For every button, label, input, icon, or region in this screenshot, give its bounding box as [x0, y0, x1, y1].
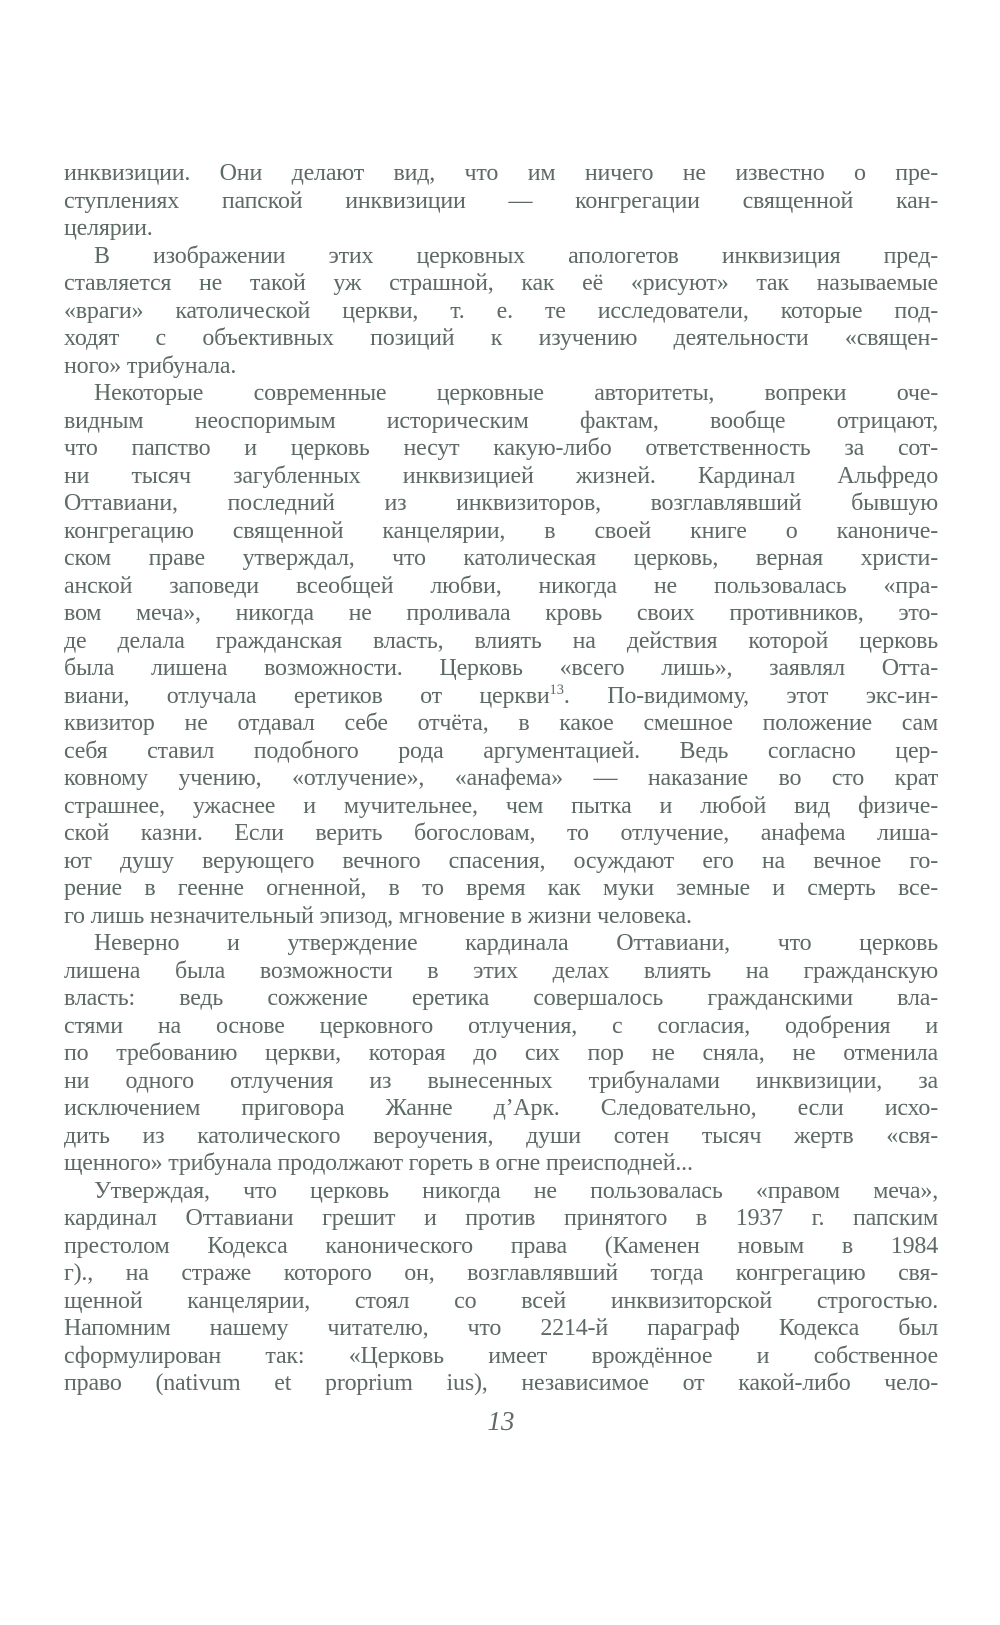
page-number: 13 — [487, 1406, 515, 1436]
paragraph — [64, 930, 938, 1178]
footnote-ref: 13 — [549, 681, 564, 698]
text-line: г)., на страже которого он, возглавлявший тогда конгрегацию свя- — [64, 1260, 938, 1286]
text-line: право (nativum et proprium ius), независимое от какой-либо чело- — [64, 1370, 938, 1396]
text-line: инквизиции. Они делают вид, что им ничего не известно о пре- — [64, 160, 938, 186]
text-line: была лишена возможности. Церковь «всего лишь», заявлял Отта- — [64, 655, 938, 681]
text-line: Напомним нашему читателю, что 2214-й параграф Кодекса был — [64, 1315, 938, 1341]
text-line: Оттавиани, последний из инквизиторов, возглавлявший бывшую — [64, 490, 938, 516]
text-line: Утверждая, что церковь никогда не пользовалась «правом меча», — [94, 1177, 938, 1204]
text-line: дить из католического вероучения, души сотен тысяч жертв «свя- — [64, 1122, 938, 1149]
text-line: ском праве утверждал, что католическая церковь, верная христи- — [64, 545, 938, 571]
text-line: В изображении этих церковных апологетов инквизиция пред- — [94, 242, 938, 269]
text-line: престолом Кодекса канонического права (Каменен новым в 1984 — [64, 1232, 938, 1259]
text-line: го лишь незначительный эпизод, мгновение в жизни человека. — [64, 902, 692, 929]
text-line: сформулирован так: «Церковь имеет врождённое и собственное — [64, 1342, 938, 1369]
text-line: власть: ведь сожжение еретика совершалось гражданскими вла- — [64, 985, 938, 1011]
text-line: ни одного отлучения из вынесенных трибуналами инквизиции, за — [64, 1067, 938, 1094]
text-line: что папство и церковь несут какую-либо ответственность за сот- — [64, 435, 938, 461]
text-line: ни тысяч загубленных инквизицией жизней. Кардинал Альфредо — [64, 462, 938, 489]
text-line: ставляется не такой уж страшной, как её «рисуют» так называемые — [64, 270, 938, 296]
text-line: Некоторые современные церковные авторитеты, вопреки оче- — [94, 380, 938, 406]
text-line: ют душу верующего вечного спасения, осуждают его на вечное го- — [64, 847, 938, 874]
text-line: стями на основе церковного отлучения, с согласия, одобрения и — [64, 1012, 938, 1039]
text-line: «враги» католической церкви, т. е. те исследователи, которые под- — [64, 297, 938, 324]
text-line: квизитор не отдавал себе отчёта, в какое смешное положение сам — [64, 710, 938, 736]
text-line: видным неоспоримым историческим фактам, вообще отрицают, — [64, 407, 938, 434]
text-line: ходят с объективных позиций к изучению деятельности «священ- — [64, 325, 938, 351]
text-line: щенного» трибунала продолжают гореть в огне преисподней... — [64, 1150, 693, 1176]
text-line: де делала гражданская власть, влиять на действия которой церковь — [64, 627, 938, 654]
text-block — [64, 160, 938, 1398]
text-line: щенной канцелярии, стоял со всей инквизиторской строгостью. — [64, 1287, 938, 1314]
paragraph — [64, 243, 938, 381]
text-line: конгрегацию священной канцелярии, в своей книге о канониче- — [64, 517, 938, 544]
text-line: анской заповеди всеобщей любви, никогда не пользовалась «пра- — [64, 572, 938, 599]
text-line: Неверно и утверждение кардинала Оттавиани, что церковь — [94, 930, 938, 956]
text-line: исключением приговора Жанне д’Арк. Следовательно, если исхо- — [64, 1095, 938, 1121]
paragraph — [64, 1178, 938, 1398]
text-line: ного» трибунала. — [64, 352, 237, 379]
text-line: лишена была возможности в этих делах влиять на гражданскую — [64, 957, 938, 984]
text-line: кардинал Оттавиани грешит и против принятого в 1937 г. папским — [64, 1205, 938, 1231]
text-line: ступлениях папской инквизиции — конгрегации священной кан- — [64, 187, 938, 214]
text-line: рение в геенне огненной, в то время как муки земные и смерть все- — [64, 875, 938, 901]
paragraph — [64, 160, 938, 243]
paragraph — [64, 380, 938, 930]
text-line: виани, отлучала еретиков от церкви$^{13}$. По-видимому, этот экс-ин- — [64, 681, 938, 709]
text-line: целярии. — [64, 215, 153, 241]
text-line: себя ставил подобного рода аргументацией. Ведь согласно цер- — [64, 737, 938, 764]
text-line: вом меча», никогда не проливала кровь своих противников, это- — [64, 600, 938, 626]
text-line: по требованию церкви, которая до сих пор не сняла, не отменила — [64, 1040, 938, 1066]
text-line: ковному учению, «отлучение», «анафема» — наказание во сто крат — [64, 765, 938, 791]
text-line: страшнее, ужаснее и мучительнее, чем пытка и любой вид физиче- — [64, 792, 938, 819]
text-line: ской казни. Если верить богословам, то отлучение, анафема лиша- — [64, 820, 938, 846]
